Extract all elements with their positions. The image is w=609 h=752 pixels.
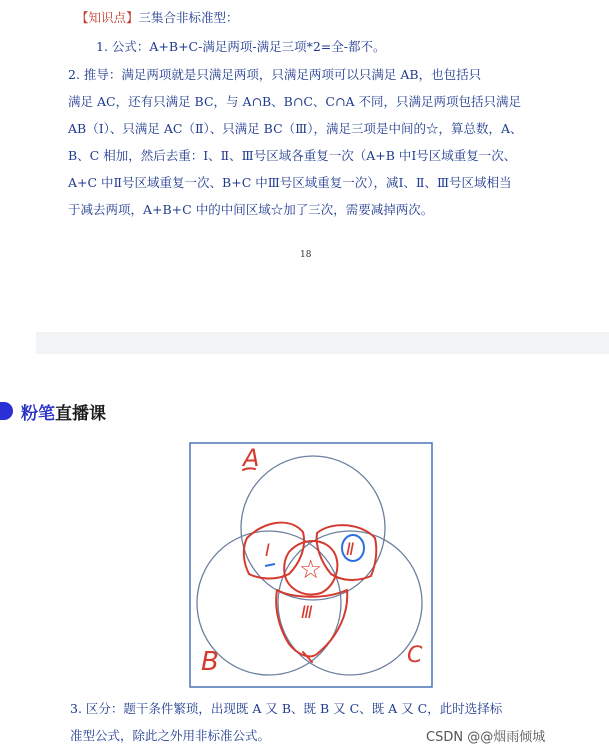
derivation-line: AB（Ⅰ）、只满足 AC（Ⅱ）、只满足 BC（Ⅲ），满足三项是中间的☆，算总数，A、 [68,121,523,136]
brand-logo-icon [0,402,13,420]
label-region-3: Ⅲ [301,603,313,623]
knowledge-bracket-label: 【知识点】 [76,10,139,25]
formula-line: 1. 公式：A+B+C-满足两项-满足三项*2=全-都不。 [96,39,386,54]
derivation-line: B、C 相加，然后去重：Ⅰ、Ⅱ、Ⅲ号区域各重复一次（A+B 中Ⅰ号区域重复一次、 [68,148,517,163]
venn-diagram [185,440,435,692]
derivation-line: 满足 AC，还有只满足 BC，与 A∩B、B∩C、C∩A 不同，只满足两项包括只满足 [68,94,521,109]
derivation-line: 于减去两项，A+B+C 中的中间区域☆加了三次，需要减掉两次。 [68,202,434,217]
derivation-line: A+C 中Ⅱ号区域重复一次、B+C 中Ⅲ号区域重复一次），减Ⅰ、Ⅱ、Ⅲ号区域相当 [68,175,512,190]
label-set-c: C [407,643,423,668]
label-region-2: Ⅱ [346,540,355,560]
distinction-line: 3. 区分：题干条件繁琐，出现既 A 又 B、既 B 又 C、既 A 又 C，此时选择标 [70,701,503,716]
knowledge-heading [76,9,239,27]
page-number: 18 [300,250,312,260]
page-divider-band [36,332,609,354]
label-set-a: A [243,444,260,472]
watermark: CSDN @@烟雨倾城 [426,730,546,745]
label-center-star: ☆ [299,555,323,585]
distinction-line: 准型公式，除此之外用非标准公式。 [70,728,271,743]
brand-name-part1: 粉笔 [21,403,55,424]
knowledge-title: 三集合非标准型： [138,10,239,25]
derivation-line: 2. 推导：满足两项就是只满足两项，只满足两项可以只满足 AB，也包括只 [68,67,482,82]
label-set-b: B [201,647,219,677]
label-region-1: Ⅰ [265,541,271,561]
region-1-underline [265,564,275,566]
brand-header [0,399,106,423]
brand-name-part2: 直播课 [55,403,106,424]
